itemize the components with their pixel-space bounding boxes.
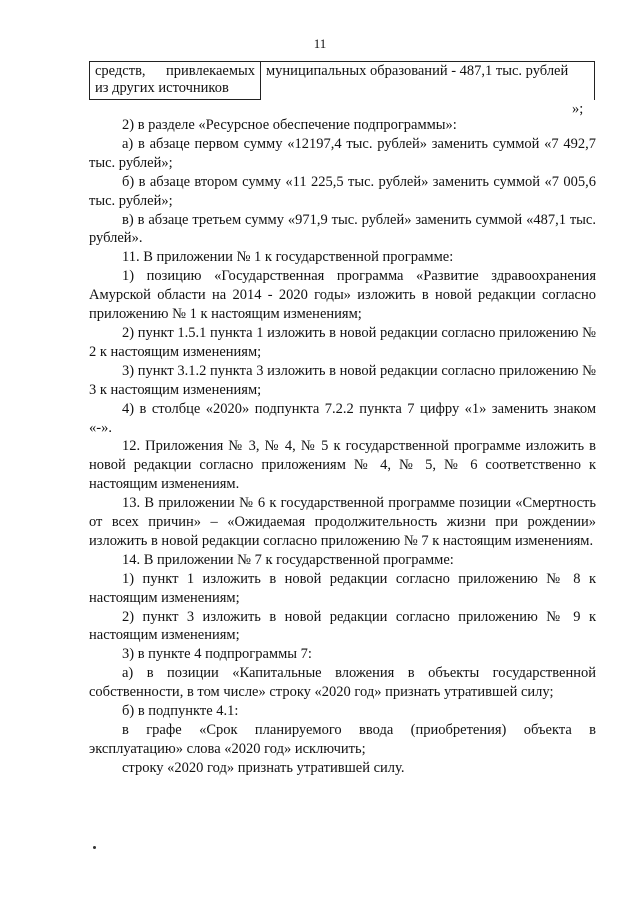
document-body — [89, 116, 596, 778]
paragraph: б) в абзаце втором сумму «11 225,5 тыс. рублей» заменить суммой «7 005,6 тыс. рублей»; — [89, 173, 596, 209]
table-cell-line: средств, привлекаемых — [95, 63, 255, 79]
continuation-table — [89, 61, 595, 100]
paragraph: 3) пункт 3.1.2 пункта 3 изложить в новой редакции согласно приложению № 3 к настоящим изменениям; — [89, 362, 596, 398]
paragraph: 13. В приложении № 6 к государственной программе позиции «Смертность от всех причин» – «Ожидаемая продолжительность жизни при рождении» изложить в новой редакции согласно приложению № 7 к настоящим изменениям. — [89, 495, 596, 549]
closing-quote: »; — [572, 101, 584, 117]
table-row — [90, 62, 595, 100]
paragraph: 14. В приложении № 7 к государственной программе: — [122, 551, 454, 568]
paragraph: б) в подпункте 4.1: — [122, 703, 239, 720]
paragraph: 4) в столбце «2020» подпункта 7.2.2 пункта 7 цифру «1» заменить знаком «-». — [89, 400, 596, 436]
paragraph: 2) пункт 1.5.1 пункта 1 изложить в новой редакции согласно приложению № 2 к настоящим изменениям; — [89, 324, 596, 360]
paragraph: в графе «Срок планируемого ввода (приобретения) объекта в эксплуатацию» слова «2020 год» исключить; — [89, 722, 596, 757]
paragraph: 11. В приложении № 1 к государственной программе: — [122, 249, 454, 266]
paragraph: 2) пункт 3 изложить в новой редакции согласно приложению № 9 к настоящим изменениям; — [89, 608, 596, 644]
paragraph: 12. Приложения № 3, № 4, № 5 к государственной программе изложить в новой редакции согласно приложениям № 4, № 5, № 6 соответственно к настоящим изменениям. — [89, 438, 596, 493]
scan-speck — [93, 846, 96, 849]
paragraph: в) в абзаце третьем сумму «971,9 тыс. рублей» заменить суммой «487,1 тыс. рублей». — [89, 211, 596, 247]
table-cell-source — [90, 62, 261, 100]
table-cell-amount: муниципальных образований - 487,1 тыс. рублей — [261, 62, 595, 100]
paragraph: строку «2020 год» признать утратившей силу. — [122, 759, 405, 776]
paragraph: а) в позиции «Капитальные вложения в объекты государственной собственности, в том числе» строку «2020 год» признать утратившей силу; — [89, 665, 596, 701]
paragraph: а) в абзаце первом сумму «12197,4 тыс. рублей» заменить суммой «7 492,7 тыс. рублей»; — [89, 135, 596, 171]
paragraph: 3) в пункте 4 подпрограммы 7: — [122, 646, 312, 663]
paragraph: 1) пункт 1 изложить в новой редакции согласно приложению № 8 к настоящим изменениям; — [89, 570, 596, 606]
table-cell-line: из других источников — [95, 80, 229, 96]
page-number: 11 — [313, 36, 327, 51]
paragraph: 2) в разделе «Ресурсное обеспечение подпрограммы»: — [122, 117, 457, 133]
paragraph: 1) позицию «Государственная программа «Развитие здравоохранения Амурской области на 2014 - 2020 годы» изложить в новой редакции согласно приложению № 1 к настоящим изменениям; — [89, 268, 596, 323]
